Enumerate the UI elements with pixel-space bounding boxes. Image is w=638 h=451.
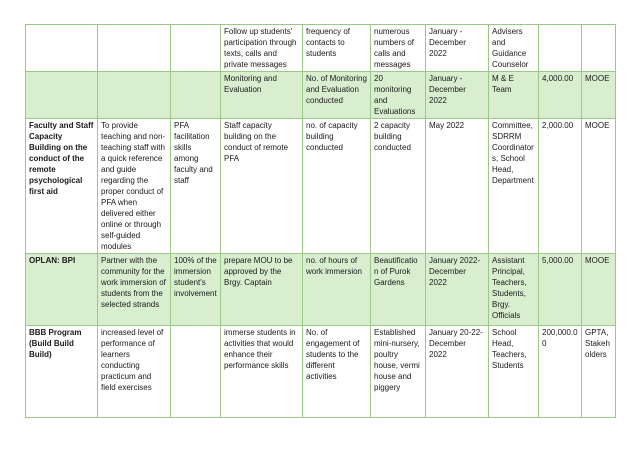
output-cell: Established mini-nursery, poultry house, vermi house and piggery (371, 326, 426, 418)
budget-cell: 2,000.00 (539, 119, 582, 254)
program-cell: Faculty and Staff Capacity Building on the conduct of the remote psychological first aid (26, 119, 98, 254)
output-cell: 2 capacity building conducted (371, 119, 426, 254)
activity-cell: prepare MOU to be approved by the Brgy. Captain (221, 254, 303, 326)
budget-cell: 200,000.00 (539, 326, 582, 418)
activity-cell: Staff capacity building on the conduct of remote PFA (221, 119, 303, 254)
source-cell: MOOE (582, 119, 616, 254)
activity-cell: Monitoring and Evaluation (221, 72, 303, 119)
indicator-cell: frequency of contacts to students (303, 25, 371, 72)
table-row (26, 326, 616, 418)
budget-cell (539, 25, 582, 72)
indicator-cell: No. of Monitoring and Evaluation conducted (303, 72, 371, 119)
target-cell (171, 326, 221, 418)
persons-involved-cell: M & E Team (489, 72, 539, 119)
activity-cell: immerse students in activities that would enhance their performance skills (221, 326, 303, 418)
persons-involved-cell: Committee, SDRRM Coordinators, School Head, Department (489, 119, 539, 254)
timeframe-cell: January 2022-December 2022 (426, 254, 489, 326)
timeframe-cell: May 2022 (426, 119, 489, 254)
indicator-cell: No. of engagement of students to the different activities (303, 326, 371, 418)
budget-cell: 5,000.00 (539, 254, 582, 326)
target-cell (171, 25, 221, 72)
program-cell: BBB Program (Build Build Build) (26, 326, 98, 418)
objective-cell (98, 72, 171, 119)
timeframe-cell: January - December 2022 (426, 72, 489, 119)
program-cell (26, 72, 98, 119)
table-row (26, 119, 616, 254)
target-cell: PFA facilitation skills among faculty and staff (171, 119, 221, 254)
output-cell: numerous numbers of calls and messages (371, 25, 426, 72)
indicator-cell: no. of capacity building conducted (303, 119, 371, 254)
table-row (26, 72, 616, 119)
output-cell: Beautification of Purok Gardens (371, 254, 426, 326)
objective-cell: Partner with the community for the work immersion of students from the selected strands (98, 254, 171, 326)
output-cell: 20 monitoring and Evaluations (371, 72, 426, 119)
target-cell: 100% of the immersion student's involvement (171, 254, 221, 326)
target-cell (171, 72, 221, 119)
table-row (26, 25, 616, 72)
source-cell: MOOE (582, 254, 616, 326)
timeframe-cell: January 20-22-December 2022 (426, 326, 489, 418)
source-cell: GPTA, Stakeholders (582, 326, 616, 418)
persons-involved-cell: School Head, Teachers, Students (489, 326, 539, 418)
objective-cell (98, 25, 171, 72)
objective-cell: increased level of performance of learners conducting practicum and field exercises (98, 326, 171, 418)
table-row (26, 254, 616, 326)
objective-cell: To provide teaching and non-teaching staff with a quick reference and guide regarding the proper conduct of PFA when delivered either online or through self-guided modules (98, 119, 171, 254)
activity-cell: Follow up students' participation through texts, calls and private messages (221, 25, 303, 72)
budget-cell: 4,000.00 (539, 72, 582, 119)
program-cell (26, 25, 98, 72)
persons-involved-cell: Assistant Principal, Teachers, Students, Brgy. Officials (489, 254, 539, 326)
source-cell (582, 25, 616, 72)
source-cell: MOOE (582, 72, 616, 119)
timeframe-cell: January - December 2022 (426, 25, 489, 72)
indicator-cell: no. of hours of work immersion (303, 254, 371, 326)
action-plan-table (25, 24, 616, 418)
persons-involved-cell: Advisers and Guidance Counselor (489, 25, 539, 72)
program-cell: OPLAN: BPI (26, 254, 98, 326)
